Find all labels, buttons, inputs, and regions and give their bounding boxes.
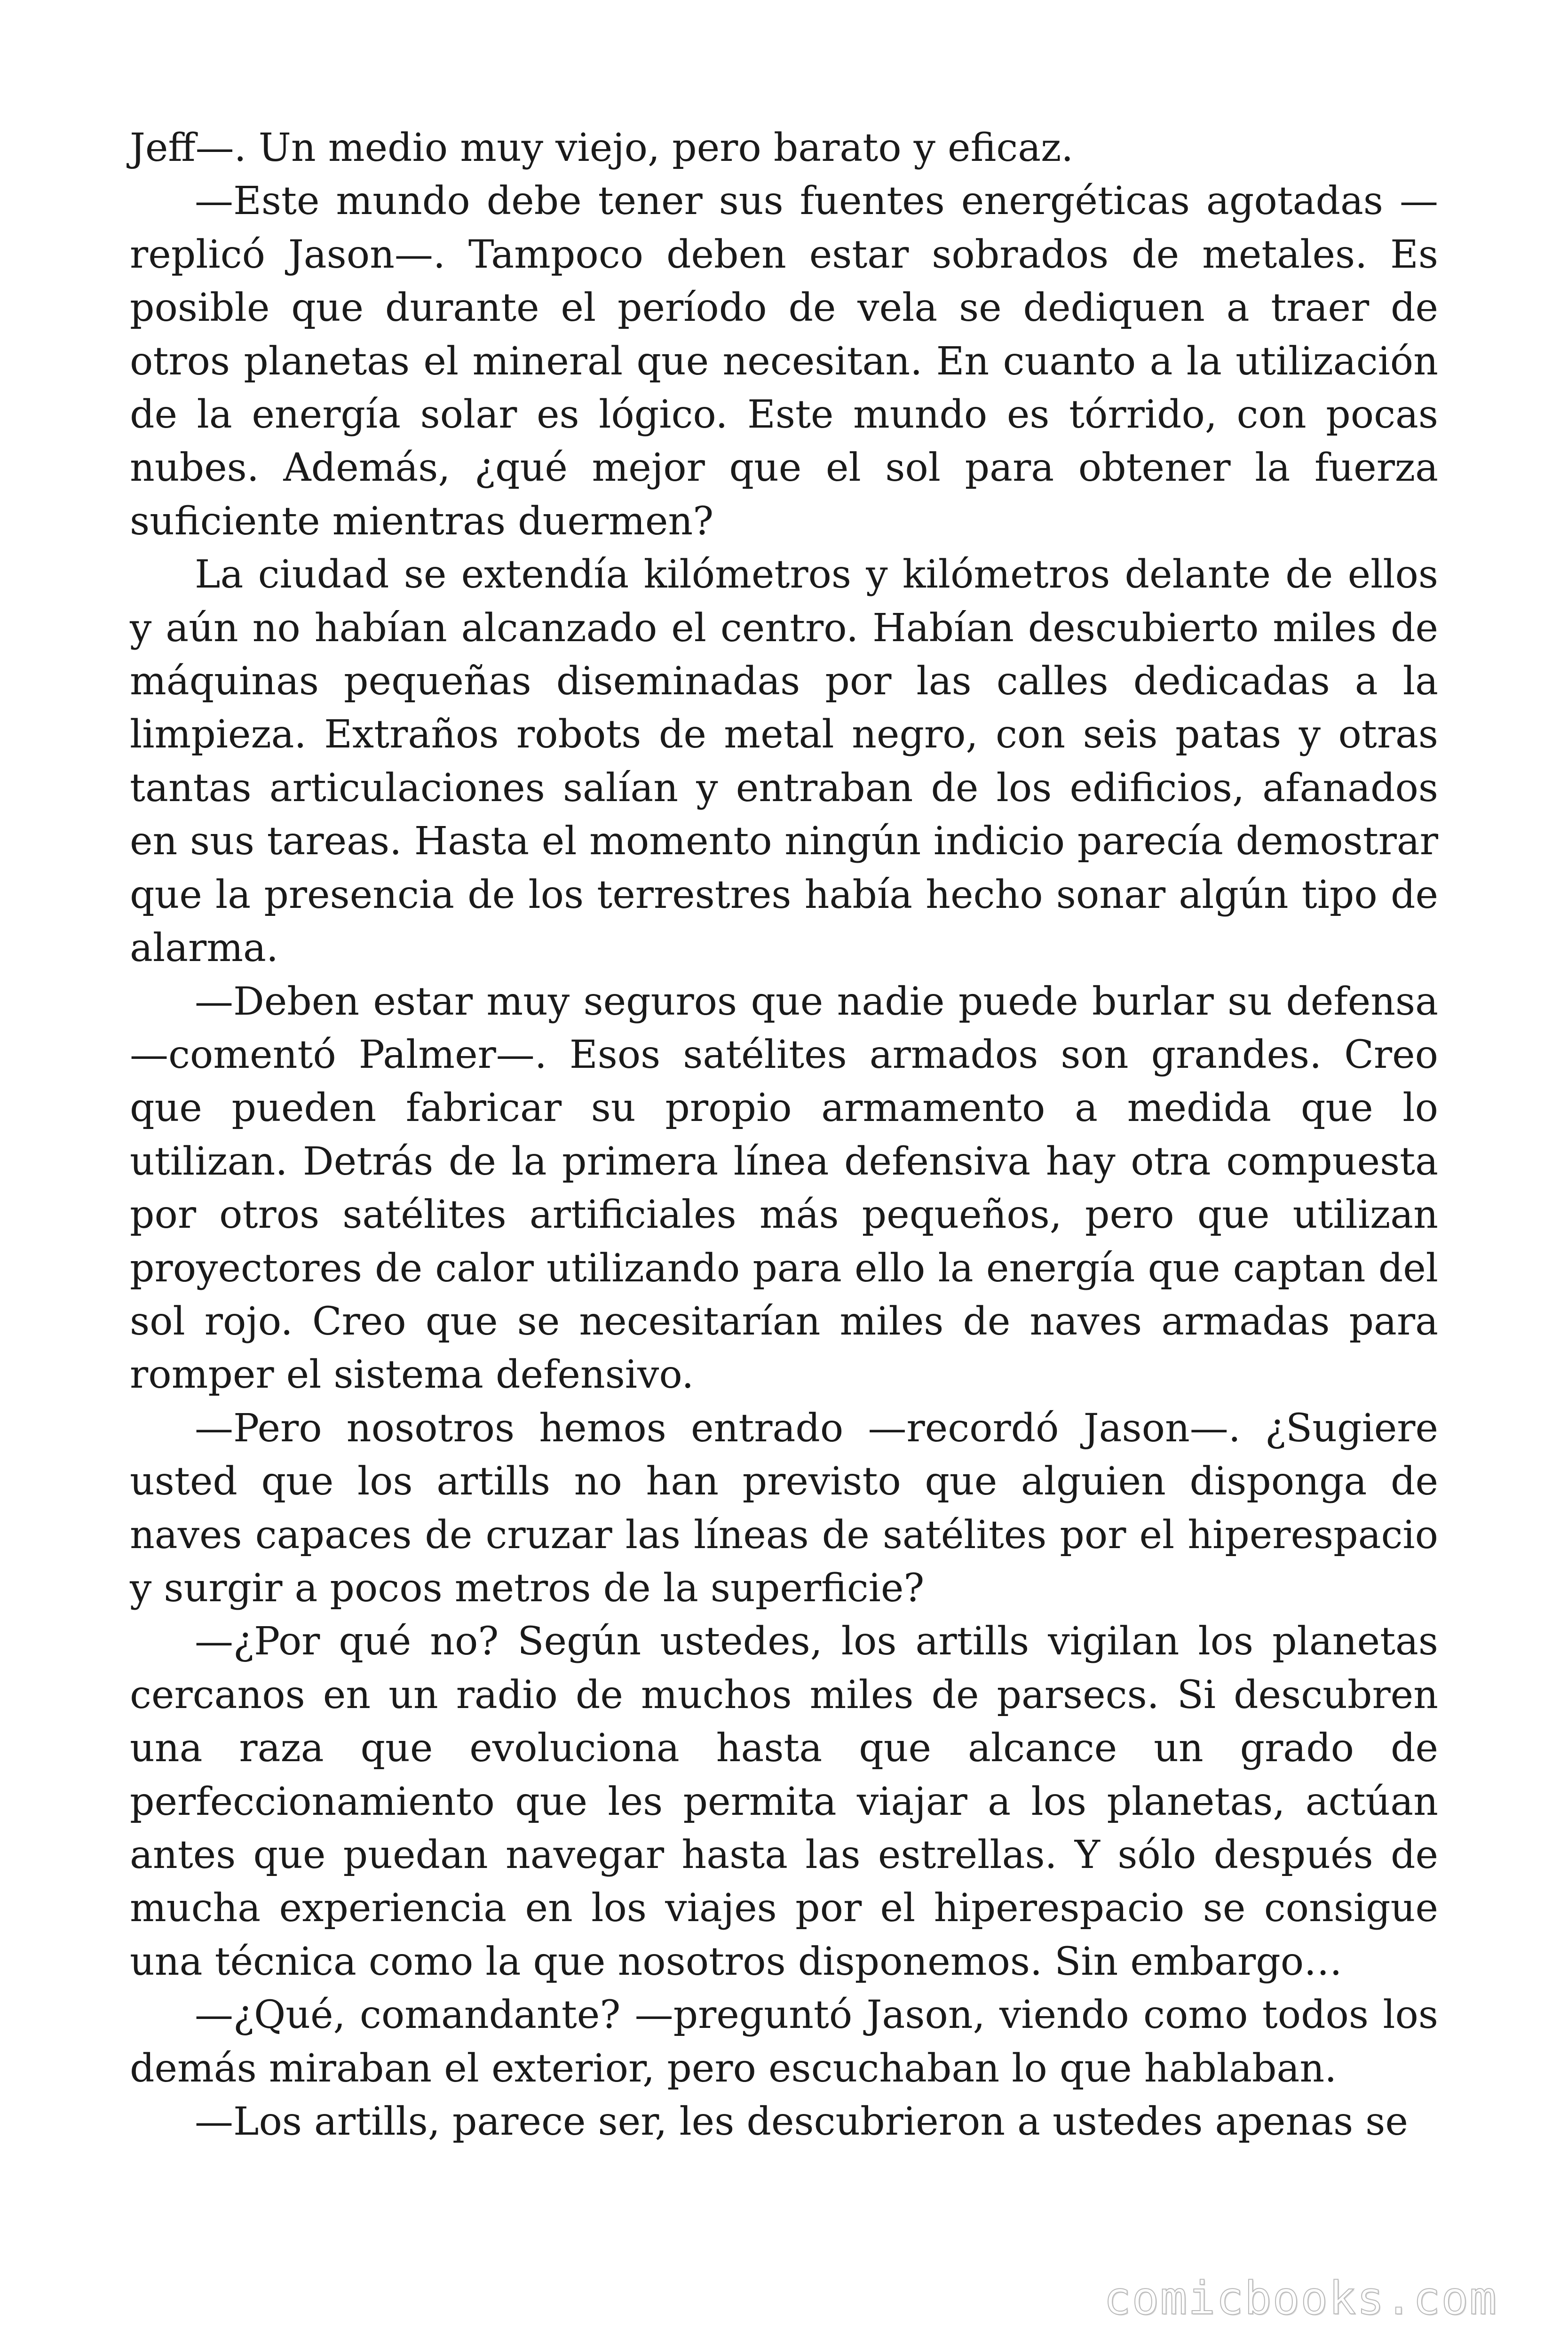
paragraph: —Este mundo debe tener sus fuentes energéticas agotadas —replicó Jason—. Tampoco deben estar sobrados de metales. Es posible que durante el período de vela se dediquen a traer de otros planetas el mineral que necesitan. En cuanto a la utilización de la energía solar es lógico. Este mundo es tórrido, con pocas nubes. Además, ¿qué mejor que el sol para obtener la fuerza suficiente mientras duermen?	[130, 179, 1438, 544]
paragraph: La ciudad se extendía kilómetros y kilómetros delante de ellos y aún no habían alcanzado el centro. Habían descubierto miles de máquinas pequeñas diseminadas por las calles dedicadas a la limpieza. Extraños robots de metal negro, con seis patas y otras tantas articulaciones salían y entraban de los edificios, afanados en sus tareas. Hasta el momento ningún indicio parecía demostrar que la presencia de los terrestres había hecho sonar algún tipo de alarma.	[130, 552, 1438, 971]
paragraph: —¿Por qué no? Según ustedes, los artills vigilan los planetas cercanos en un radio de muchos miles de parsecs. Si descubren una raza que evoluciona hasta que alcance un grado de perfeccionamiento que les permita viajar a los planetas, actúan antes que puedan navegar hasta las estrellas. Y sólo después de mucha experiencia en los viajes por el hiperespacio se consigue una técnica como la que nosotros disponemos. Sin embargo…	[130, 1619, 1438, 1984]
paragraph: —Deben estar muy seguros que nadie puede burlar su defensa —comentó Palmer—. Esos satélites armados son grandes. Creo que pueden fabricar su propio armamento a medida que lo utilizan. Detrás de la primera línea defensiva hay otra compuesta por otros satélites artificiales más pequeños, pero que utilizan proyectores de calor utilizando para ello la energía que captan del sol rojo. Creo que se necesitarían miles de naves armadas para romper el sistema defensivo.	[130, 979, 1438, 1398]
paragraph: —Pero nosotros hemos entrado —recordó Jason—. ¿Sugiere usted que los artills no han previsto que alguien disponga de naves capaces de cruzar las líneas de satélites por el hiperespacio y surgir a pocos metros de la superficie?	[130, 1406, 1438, 1611]
watermark: comicbooks.com	[1103, 2272, 1497, 2325]
paragraph: —¿Qué, comandante? —preguntó Jason, viendo como todos los demás miraban el exterior, pero escuchaban lo que hablaban.	[130, 1993, 1438, 2091]
body-text	[130, 121, 1438, 2148]
paragraph: Jeff—. Un medio muy viejo, pero barato y eficaz.	[130, 126, 1074, 170]
paragraph: —Los artills, parece ser, les descubrieron a ustedes apenas se	[195, 2099, 1408, 2145]
